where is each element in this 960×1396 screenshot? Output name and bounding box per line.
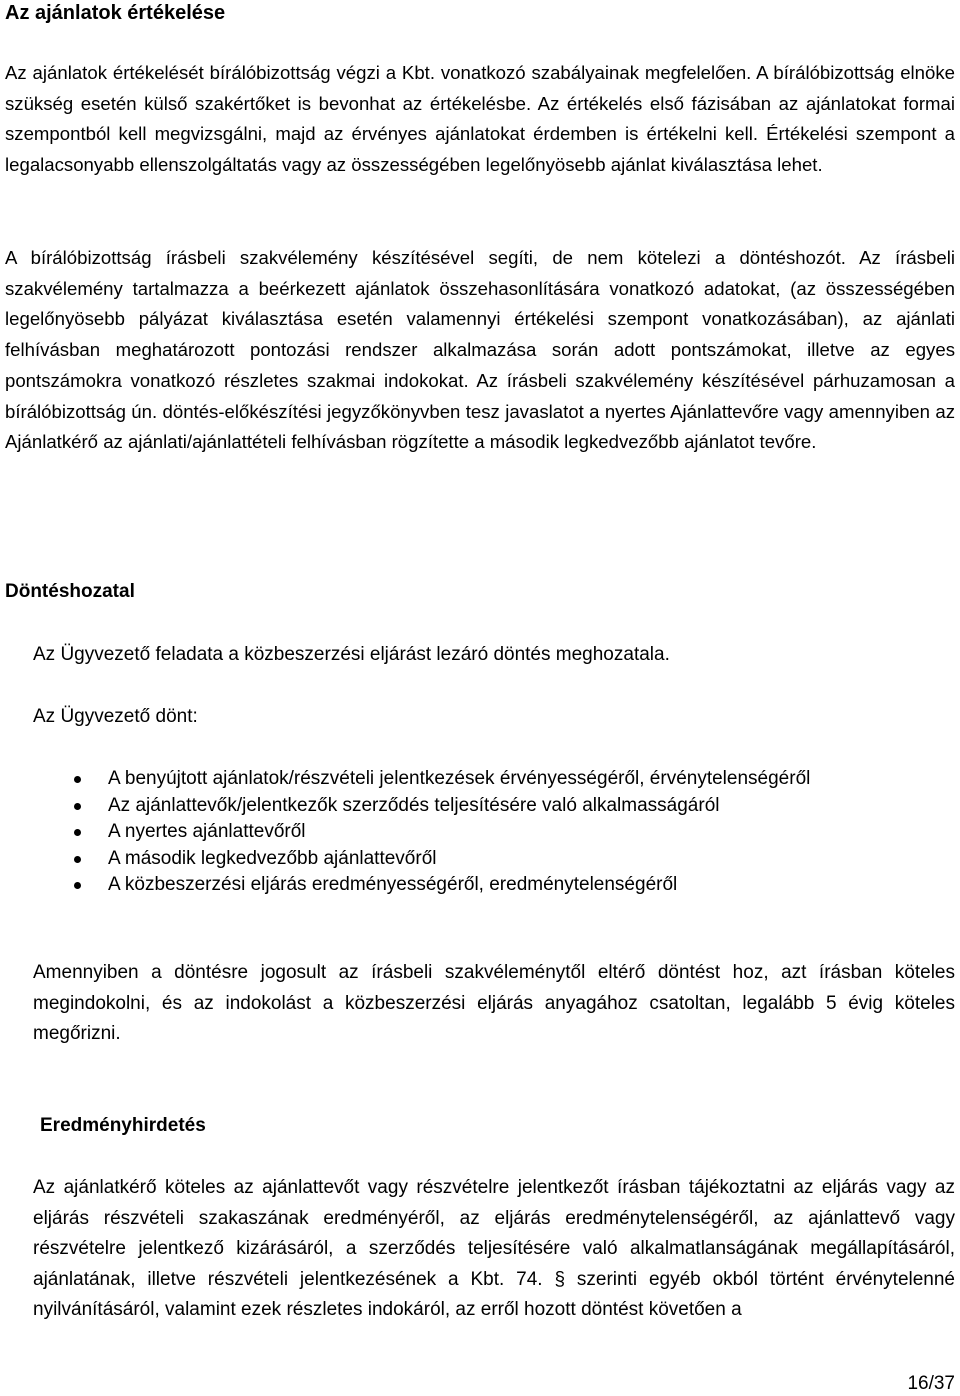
- list-item: [60, 819, 955, 846]
- evaluation-paragraph-1: Az ajánlatok értékelését bírálóbizottság végzi a Kbt. vonatkozó szabályainak megfelelően. A bírálóbizottság elnöke szükség esetén külső szakértőket is bevonhat az értékelésbe. Az értékelés első fázisában az ajánlatokat formai szempontból kell megvizsgálni, majd az érvényes ajánlatokat érdemben is értékelni kell. Értékelési szempont a legalacsonyabb ellenszolgáltatás vagy az összességében legelőnyösebb ajánlat kiválasztása lehet.: [5, 62, 955, 175]
- list-item-text: A közbeszerzési eljárás eredményességéről, eredménytelenségéről: [108, 874, 678, 896]
- list-item-text: A nyertes ajánlattevőről: [108, 821, 306, 843]
- bullet-icon: [74, 882, 81, 889]
- bullet-icon: [74, 776, 81, 783]
- list-item-text: A második legkedvezőbb ajánlattevőről: [108, 847, 437, 869]
- page-number: 16/37: [907, 1373, 955, 1394]
- list-item: [60, 766, 955, 793]
- decision-paragraph-1: Az Ügyvezető feladata a közbeszerzési eljárást lezáró döntés meghozatala.: [33, 644, 670, 665]
- bullet-icon: [74, 803, 81, 810]
- section-title-evaluation: Az ajánlatok értékelése: [5, 2, 226, 24]
- bullet-icon: [74, 829, 81, 836]
- evaluation-paragraph-2: A bírálóbizottság írásbeli szakvélemény készítésével segíti, de nem kötelezi a döntéshozót. Az írásbeli szakvélemény tartalmazza a beérkezett ajánlatok összehasonlítására vonatkozó adatokat, (az összességében legelőnyösebb pályázat kiválasztása esetén valamennyi értékelési szempont vonatkozásában), az ajánlati felhívásban meghatározott pontozási rendszer alkalmazása során adott pontszámokat, illetve az egyes pontszámokra vonatkozó részletes szakmai indokokat. Az írásbeli szakvélemény készítésével párhuzamosan a bírálóbizottság ún. döntés-előkészítési jegyzőkönyvben tesz javaslatot a nyertes Ajánlattevőre vagy amennyiben az Ajánlatkérő az ajánlati/ajánlattételi felhívásban rögzítette a második legkedvezőbb ajánlatot tevőre.: [5, 247, 955, 453]
- decision-paragraph-2: Az Ügyvezető dönt:: [33, 706, 198, 727]
- list-item-text: A benyújtott ajánlatok/részvételi jelentkezések érvényességéről, érvénytelenségéről: [108, 768, 811, 789]
- section-title-results: Eredményhirdetés: [40, 1115, 206, 1136]
- decision-paragraph-3: Amennyiben a döntésre jogosult az írásbeli szakvéleménytől eltérő döntést hoz, azt írásban köteles megindokolni, és az indokolást a közbeszerzési eljárás anyagához csatoltan, legalább 5 évig köteles megőrizni.: [33, 962, 955, 1044]
- section-title-decision: Döntéshozatal: [5, 581, 135, 602]
- list-item: [60, 846, 955, 873]
- list-item: [60, 793, 955, 820]
- list-item: [60, 872, 955, 899]
- list-item-text: Az ajánlattevők/jelentkezők szerződés teljesítésére való alkalmasságáról: [108, 794, 720, 816]
- decision-list: [60, 766, 955, 899]
- results-paragraph-1: Az ajánlatkérő köteles az ajánlattevőt vagy részvételre jelentkezőt írásban tájékoztatni az eljárás vagy az eljárás részvételi szakaszának eredményéről, az eljárás eredménytelenségéről, az ajánlattevő vagy részvételre jelentkező kizárásáról, a szerződés teljesítésére való alkalmatlanságának megállapításáról, ajánlatának, illetve részvételi jelentkezésének a Kbt. 74. § szerinti egyéb okból történt érvénytelenné nyilvánításáról, valamint ezek részletes indokáról, az erről hozott döntést követően a: [33, 1177, 955, 1321]
- bullet-icon: [74, 856, 81, 863]
